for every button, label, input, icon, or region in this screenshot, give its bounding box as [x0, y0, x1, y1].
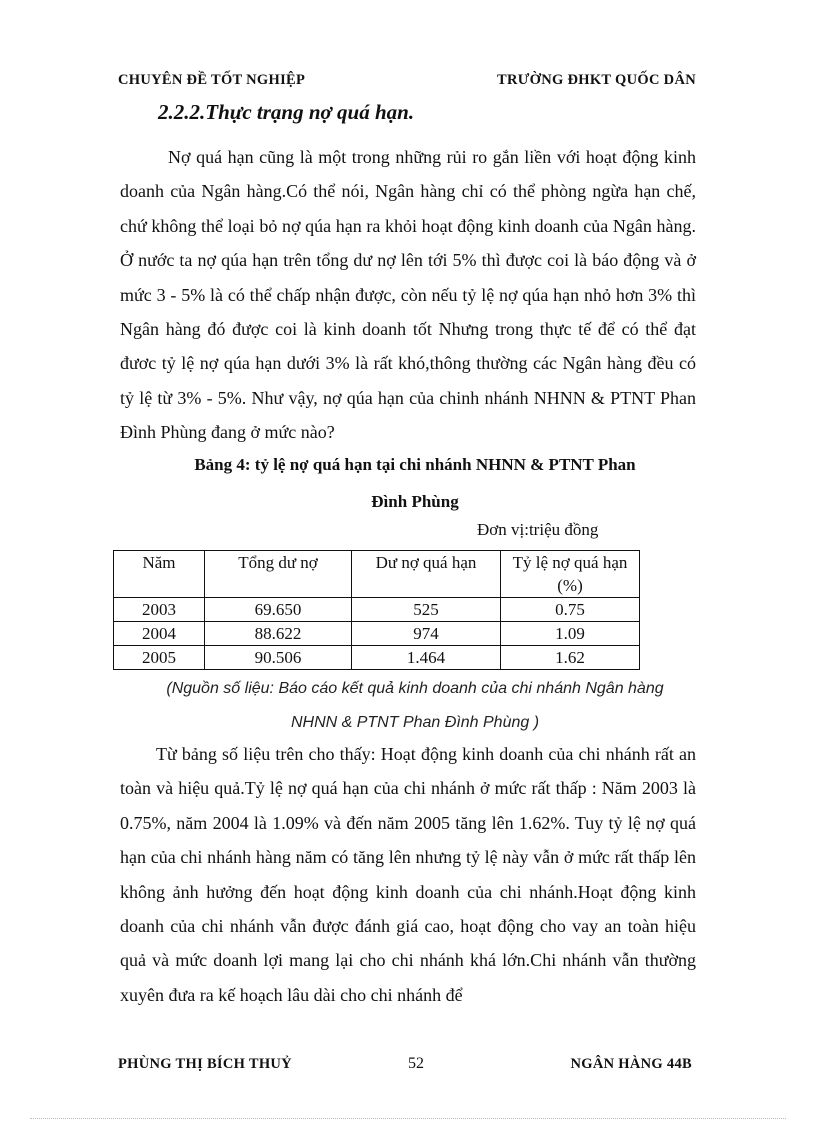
cell-overdue-ratio: 1.62: [501, 646, 640, 670]
table-row: [114, 622, 640, 646]
cell-year: 2005: [114, 646, 205, 670]
header-left: CHUYÊN ĐỀ TỐT NGHIỆP: [118, 72, 306, 88]
table-caption: [120, 446, 696, 520]
cell-total-debt: 90.506: [205, 646, 352, 670]
cell-overdue-debt: 525: [352, 598, 501, 622]
header-overdue-ratio: [501, 551, 640, 598]
section-title: 2.2.2.Thực trạng nợ quá hạn.: [158, 100, 415, 124]
header-overdue-ratio-unit: (%): [557, 576, 583, 595]
source-note: [120, 672, 696, 740]
cell-year: 2003: [114, 598, 205, 622]
cell-overdue-ratio: 1.09: [501, 622, 640, 646]
footer-author: PHÙNG THỊ BÍCH THUỶ: [118, 1056, 292, 1072]
cell-overdue-debt: 974: [352, 622, 501, 646]
unit-label: Đơn vị:triệu đồng: [477, 520, 599, 539]
table-row: [114, 646, 640, 670]
paragraph-1: Nợ quá hạn cũng là một trong những rủi ro gắn liền với hoạt động kinh doanh của Ngân hàng.Có thể nói, Ngân hàng chỉ có thể phòng ngừa hạn chế, chứ không thể loại bỏ nợ qúa hạn ra khỏi hoạt động kinh doanh của Ngân hàng. Ở nước ta nợ qúa hạn trên tổng dư nợ lên tới 5% thì được coi là báo động và ở mức 3 - 5% là có thể chấp nhận được, còn nếu tỷ lệ nợ qúa hạn nhỏ hơn 3% thì Ngân hàng đó được coi là kinh doanh tốt Nhưng trong thực tế để có thể đạt đươc tỷ lệ nợ qúa hạn dưới 3% là rất khó,thông thường các Ngân hàng đều có tỷ lệ từ 3% - 5%. Như vậy, nợ qúa hạn của chinh nhánh NHNN & PTNT Phan Đình Phùng đang ở mức nào?: [120, 147, 696, 443]
table-caption-line2: Đình Phùng: [371, 492, 459, 511]
header-right: TRƯỜNG ĐHKT QUỐC DÂN: [497, 72, 696, 88]
header-total-debt: Tổng dư nợ: [205, 551, 352, 598]
overdue-debt-table: [113, 550, 640, 670]
page-bottom-divider: [30, 1118, 786, 1119]
paragraph-2: Từ bảng số liệu trên cho thấy: Hoạt động kinh doanh của chi nhánh rất an toàn và hiệu quả.Tỷ lệ nợ quá hạn của chi nhánh ở mức rất thấp : Năm 2003 là 0.75%, năm 2004 là 1.09% và đến năm 2005 tăng lên 1.62%. Tuy tỷ lệ nợ quá hạn của chi nhánh hàng năm có tăng lên nhưng tỷ lệ này vẫn ở mức rất thấp lên không ảnh hưởng đến hoạt động kinh doanh của chi nhánh.Hoạt động kinh doanh của chi nhánh vẫn được đánh giá cao, hoạt động cho vay an toàn hiệu quả và mức doanh lợi mang lại cho chi nhánh khá lớn.Chi nhánh vẫn thường xuyên đưa ra kế hoạch lâu dài cho chi nhánh để: [120, 744, 696, 1005]
cell-total-debt: 69.650: [205, 598, 352, 622]
header-year: Năm: [114, 551, 205, 598]
cell-year: 2004: [114, 622, 205, 646]
source-note-line2: NHNN & PTNT Phan Đình Phùng ): [290, 714, 540, 731]
source-note-line1: (Nguồn số liệu: Báo cáo kết quả kinh doanh của chi nhánh Ngân hàng: [166, 680, 664, 697]
page-number: 52: [408, 1055, 424, 1072]
table-header-row: [114, 551, 640, 598]
cell-overdue-ratio: 0.75: [501, 598, 640, 622]
header-overdue-ratio-label: Tỷ lệ nợ quá hạn: [512, 553, 628, 572]
cell-total-debt: 88.622: [205, 622, 352, 646]
header-overdue-debt: Dư nợ quá hạn: [352, 551, 501, 598]
cell-overdue-debt: 1.464: [352, 646, 501, 670]
table-row: [114, 598, 640, 622]
table-caption-line1: Bảng 4: tỷ lệ nợ quá hạn tại chi nhánh NHNN & PTNT Phan: [194, 455, 636, 474]
footer-class: NGÂN HÀNG 44B: [570, 1056, 692, 1072]
